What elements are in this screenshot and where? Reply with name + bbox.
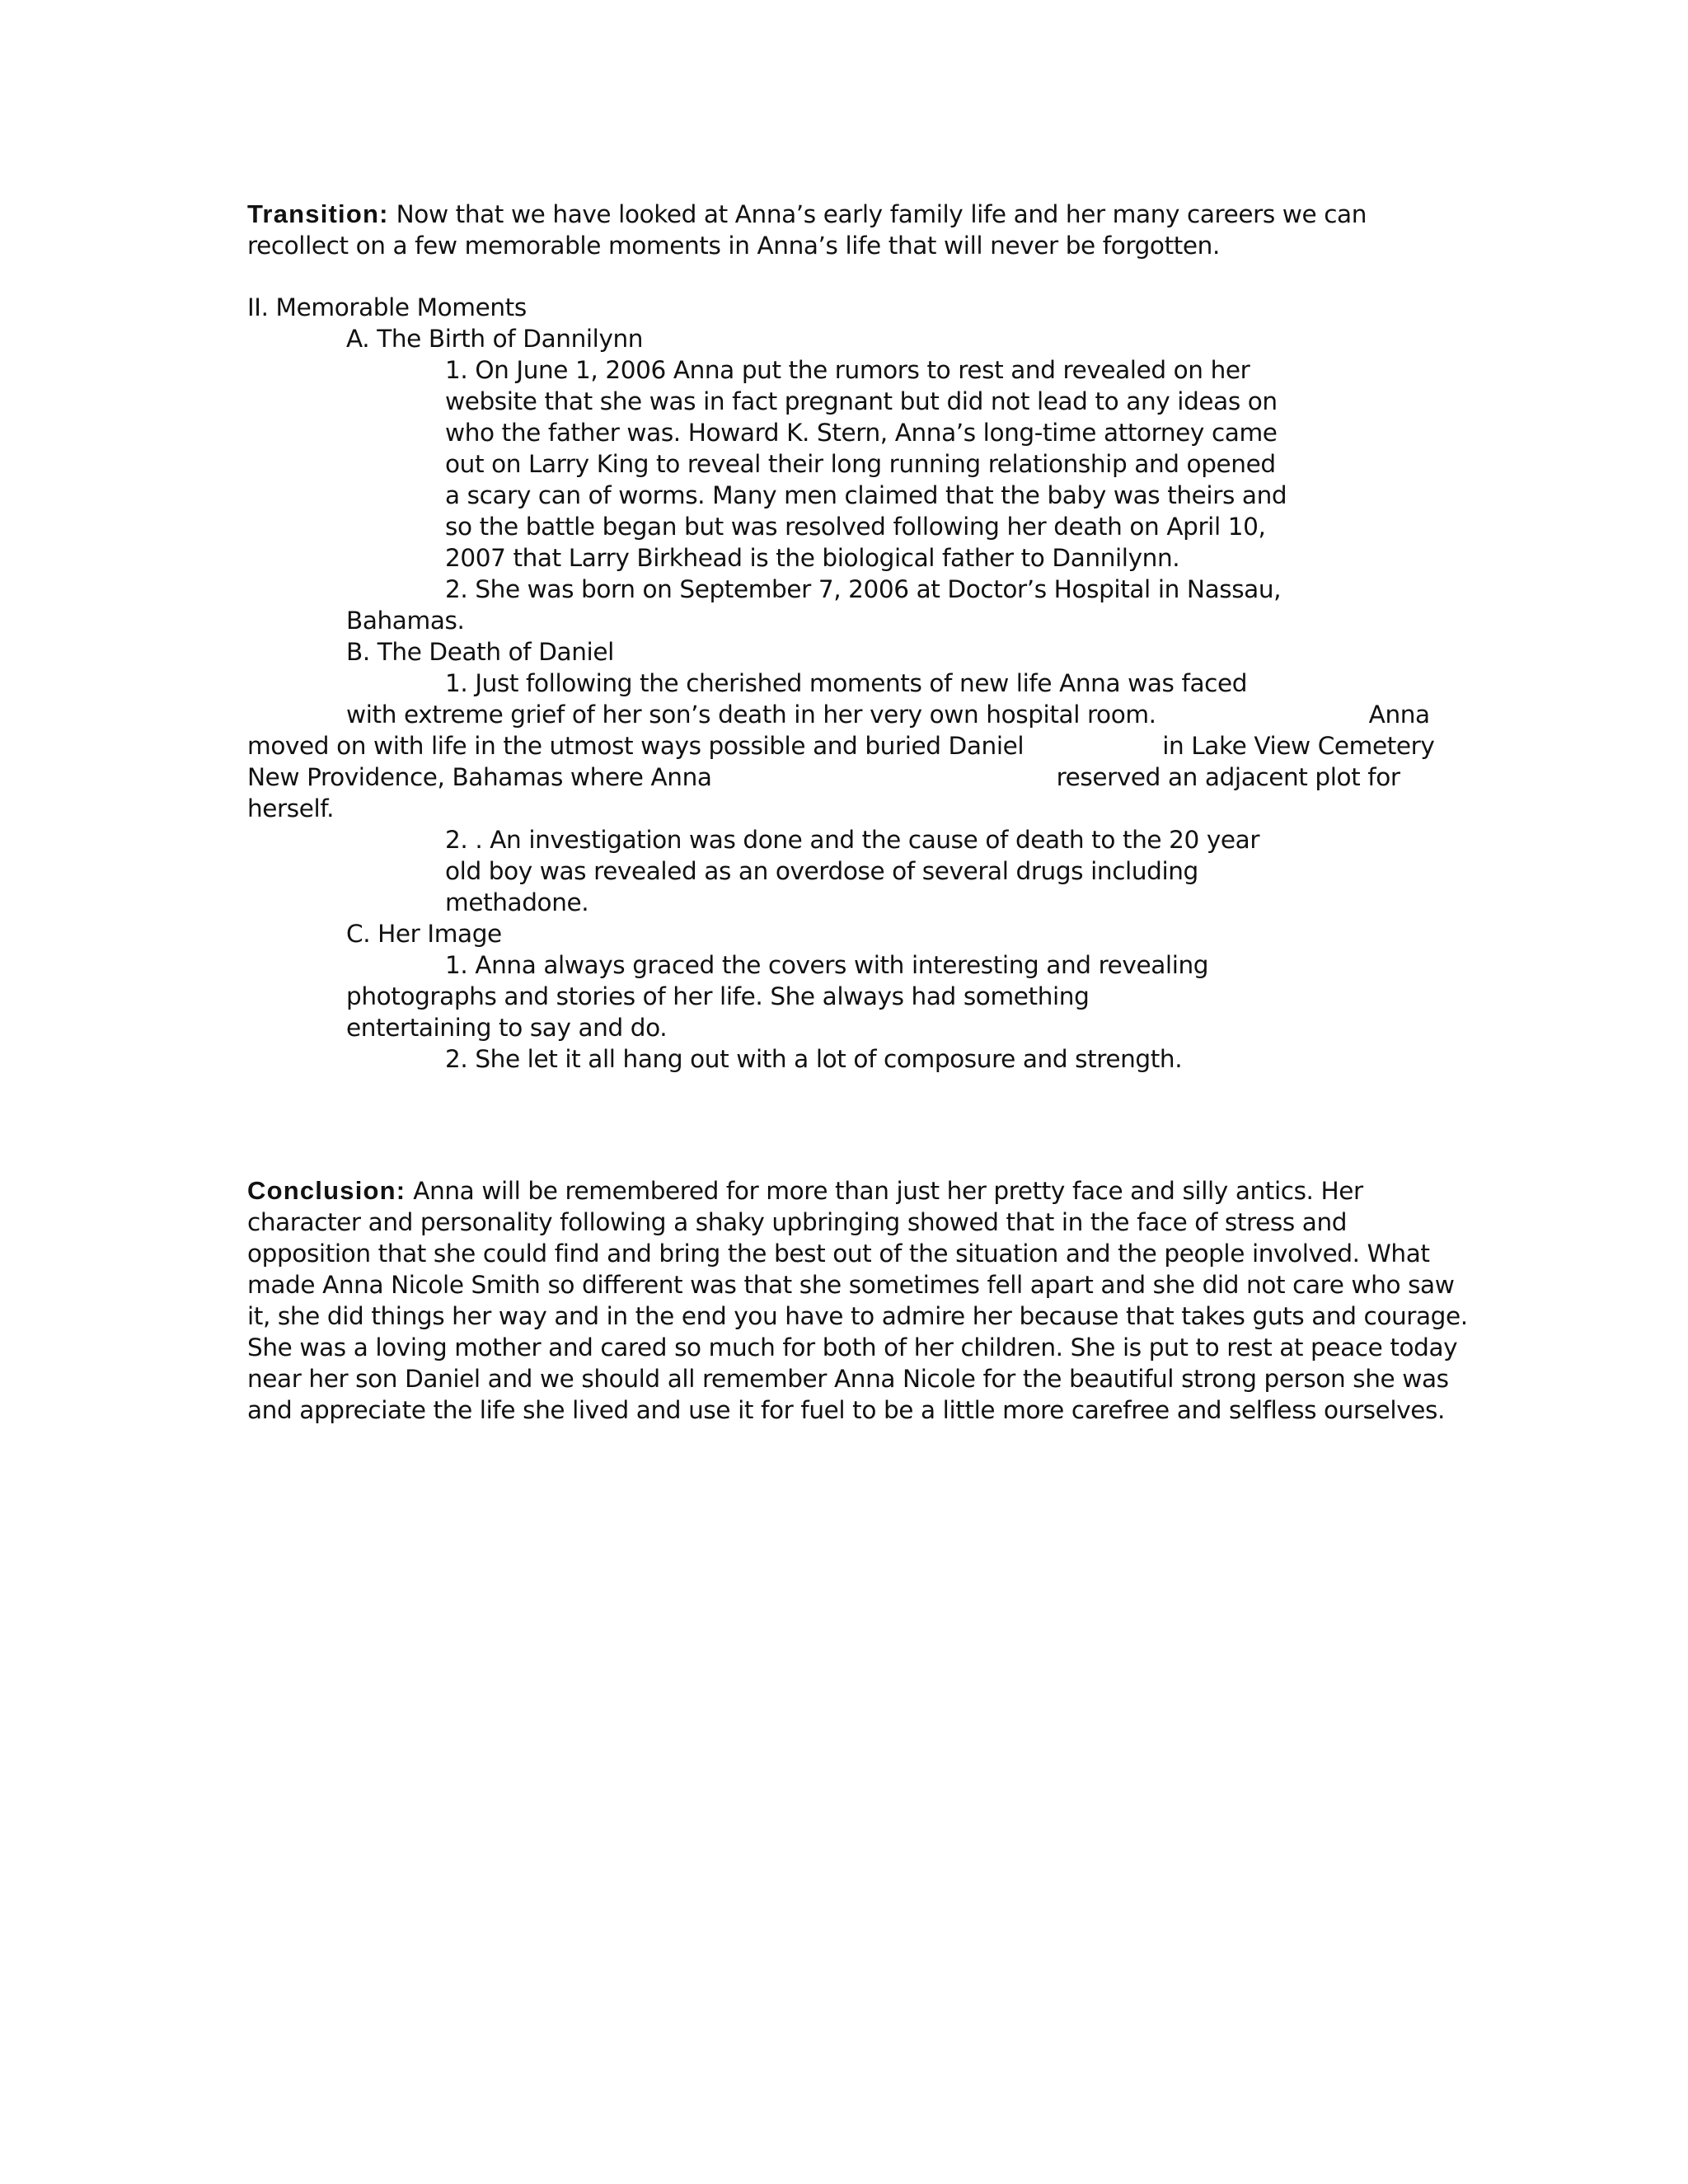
transition-line-1 (247, 199, 1367, 230)
section-a-item2-line: Bahamas. (346, 607, 465, 635)
transition-text-1: Now that we have looked at Anna’s early family life and her many careers we can (396, 200, 1367, 228)
section-a-item1-line: a scary can of worms. Many men claimed that the baby was theirs and (445, 481, 1287, 509)
section-c-item1-line: photographs and stories of her life. She always had something (346, 982, 1090, 1010)
section-a-item1-line: 2007 that Larry Birkhead is the biological father to Dannilynn. (445, 544, 1180, 572)
conclusion-line: it, she did things her way and in the end you have to admire her because that takes guts and courage. (247, 1302, 1468, 1330)
section-a-item1-line: 1. On June 1, 2006 Anna put the rumors to rest and revealed on her (445, 356, 1250, 384)
section-b-item1-line: herself. (247, 794, 335, 823)
section-c-item1-line: 1. Anna always graced the covers with interesting and revealing (445, 951, 1209, 979)
section-b-item2-line: old boy was revealed as an overdose of several drugs including (445, 857, 1198, 885)
conclusion-label: Conclusion: (247, 1176, 406, 1205)
conclusion-text-1: Anna will be remembered for more than just her pretty face and silly antics. Her (413, 1177, 1363, 1205)
conclusion-line: She was a loving mother and cared so much for both of her children. She is put to rest at peace today (247, 1333, 1458, 1361)
section-a-item1-line: so the battle began but was resolved following her death on April 10, (445, 513, 1266, 541)
transition-label: Transition: (247, 199, 389, 228)
section-b-item1-text: with extreme grief of her son’s death in her very own hospital room. (346, 701, 1156, 729)
section-a-heading: A. The Birth of Dannilynn (346, 325, 644, 353)
section-b-item1-text: moved on with life in the utmost ways possible and buried Daniel (247, 732, 1025, 760)
section-b-heading: B. The Death of Daniel (346, 638, 614, 666)
section-b-item1-line (247, 762, 1400, 793)
section-b-item2-line: methadone. (445, 888, 589, 916)
conclusion-line: opposition that she could find and bring the best out of the situation and the people involved. What (247, 1240, 1430, 1268)
transition-line-2: recollect on a few memorable moments in Anna’s life that will never be forgotten. (247, 232, 1220, 260)
section-a-item2-line: 2. She was born on September 7, 2006 at Doctor’s Hospital in Nassau, (445, 575, 1282, 603)
section-b-item1-line (346, 699, 1430, 730)
section-a-item1-line: who the father was. Howard K. Stern, Anna’s long-time attorney came (445, 419, 1278, 447)
section-b-item1-text: reserved an adjacent plot for (1056, 763, 1400, 791)
section-a-item1-line: website that she was in fact pregnant but did not lead to any ideas on (445, 387, 1278, 415)
conclusion-line: and appreciate the life she lived and use it for fuel to be a little more carefree and selfless ourselves. (247, 1396, 1445, 1424)
section-c-item2-line: 2. She let it all hang out with a lot of composure and strength. (445, 1045, 1183, 1073)
section-b-item2-line: 2. . An investigation was done and the cause of death to the 20 year (445, 826, 1260, 854)
conclusion-line: made Anna Nicole Smith so different was that she sometimes fell apart and she did not care who saw (247, 1271, 1455, 1299)
conclusion-line: near her son Daniel and we should all remember Anna Nicole for the beautiful strong person she was (247, 1365, 1449, 1393)
section-b-item1-text: New Providence, Bahamas where Anna (247, 763, 712, 791)
section-c-heading: C. Her Image (346, 920, 502, 948)
section-b-item1-text: in Lake View Cemetery (1162, 732, 1435, 760)
section-b-item1-text: Anna (1368, 701, 1430, 729)
section-a-item1-line: out on Larry King to reveal their long running relationship and opened (445, 450, 1276, 478)
section-b-item1-line: 1. Just following the cherished moments of new life Anna was faced (445, 669, 1248, 697)
conclusion-line: character and personality following a shaky upbringing showed that in the face of stress and (247, 1208, 1348, 1236)
section-b-item1-line (247, 730, 1434, 762)
conclusion-line-1 (247, 1175, 1363, 1207)
section-c-item1-line: entertaining to say and do. (346, 1014, 668, 1042)
outline-heading: II. Memorable Moments (247, 293, 527, 321)
